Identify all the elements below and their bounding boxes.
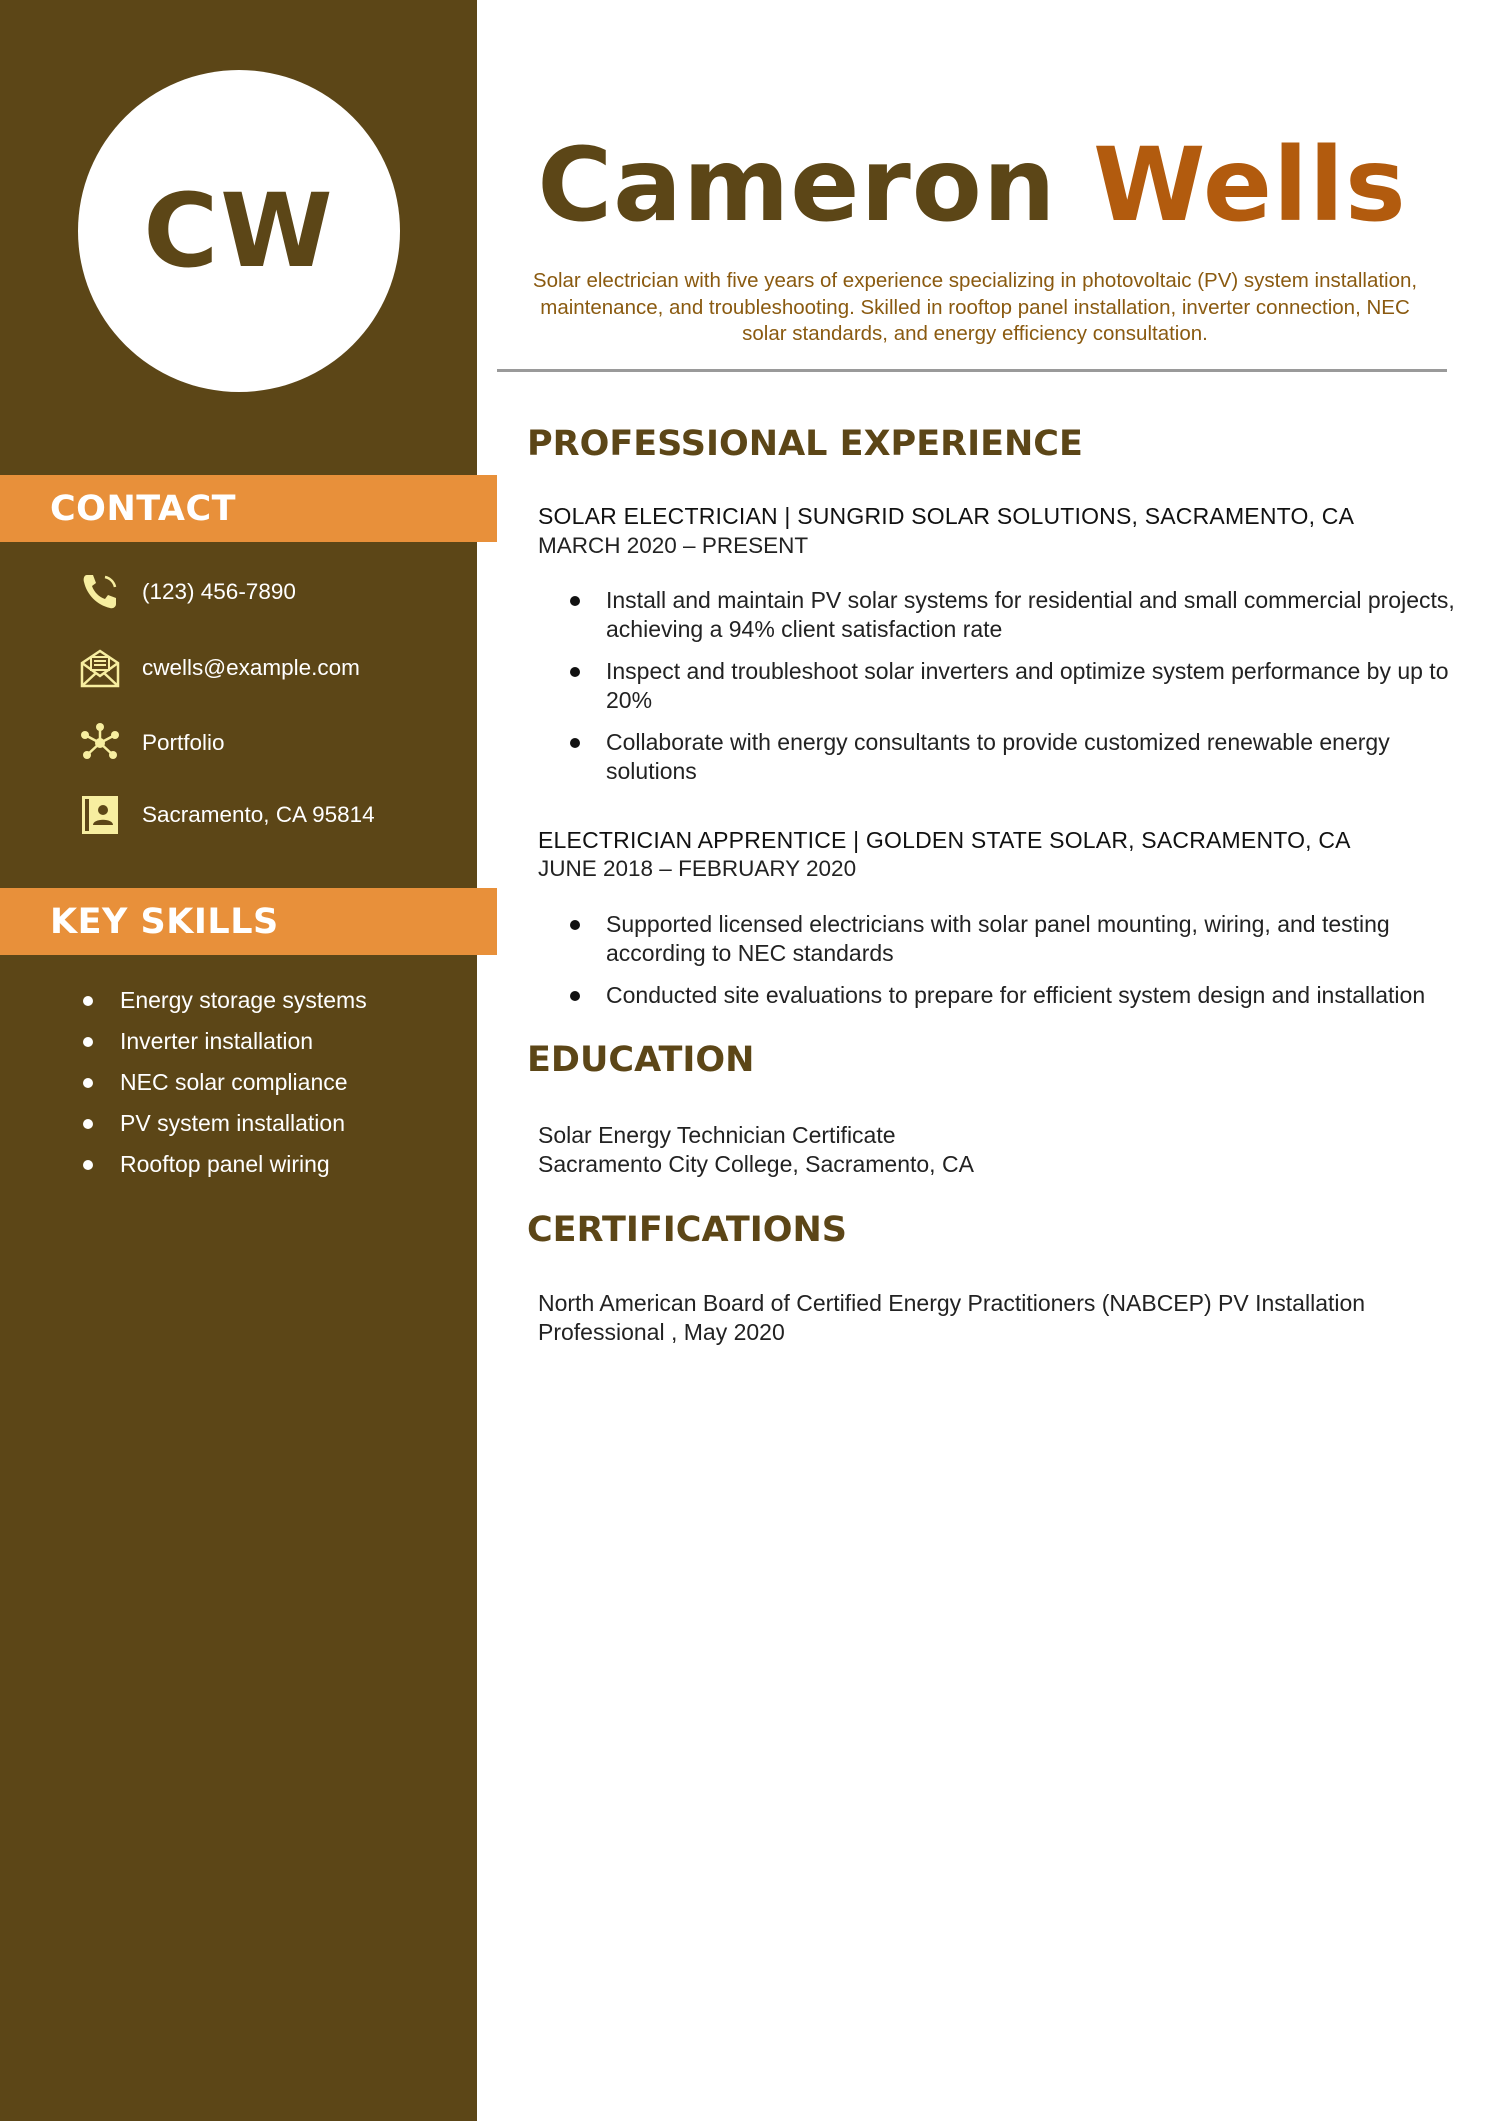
contact-heading-band [0,475,497,542]
contact-phone-label: (123) 456-7890 [142,579,296,604]
skills-heading: KEY SKILLS [50,901,279,942]
address-book-icon [78,793,122,837]
contact-location [78,791,458,839]
contact-heading: CONTACT [50,488,237,529]
certifications-heading: CERTIFICATIONS [527,1210,848,1250]
first-name: Cameron [537,126,1057,245]
skill-item: NEC solar compliance [80,1062,367,1103]
job-title: ELECTRICIAN APPRENTICE | GOLDEN STATE SOLAR, SACRAMENTO, CA [538,827,1351,853]
education-credential: Solar Energy Technician Certificate [538,1122,896,1148]
job-title: SOLAR ELECTRICIAN | SUNGRID SOLAR SOLUTIONS, SACRAMENTO, CA [538,503,1355,529]
last-name: Wells [1092,126,1407,245]
contact-email[interactable] [78,644,458,692]
job-bullets [570,586,1485,799]
job-dates: JUNE 2018 – FEBRUARY 2020 [538,856,857,881]
network-icon [78,721,122,765]
header-divider [497,369,1447,372]
summary: Solar electrician with five years of experience specializing in photovoltaic (PV) system installation, maintenance, and troubleshooting. Skilled in rooftop panel installation, inverter connection, NEC solar standards, and energy efficiency consultation. [532,269,1418,345]
job-bullet: Supported licensed electricians with solar panel mounting, wiring, and testing according to NEC standards [570,910,1485,968]
certification-text: North American Board of Certified Energy Practitioners (NABCEP) PV Installation Professional , May 2020 [538,1290,1366,1345]
job-bullet: Inspect and troubleshoot solar inverters and optimize system performance by up to 20% [570,657,1485,715]
skill-item: Energy storage systems [80,980,367,1021]
job-bullet: Collaborate with energy consultants to provide customized renewable energy solutions [570,728,1485,786]
phone-icon [78,570,122,614]
job-bullet: Conducted site evaluations to prepare for efficient system design and installation [570,981,1485,1010]
education-school: Sacramento City College, Sacramento, CA [538,1151,974,1177]
job-bullet: Install and maintain PV solar systems for residential and small commercial projects, achieving a 94% client satisfaction rate [570,586,1485,644]
skills-list [80,980,367,1185]
contact-portfolio-label: Portfolio [142,730,225,755]
skill-item: PV system installation [80,1103,367,1144]
experience-heading: PROFESSIONAL EXPERIENCE [527,424,1083,464]
job-bullets [570,910,1485,1023]
envelope-icon [78,646,122,690]
monogram-badge [78,70,400,392]
job-dates: MARCH 2020 – PRESENT [538,533,809,558]
contact-phone[interactable] [78,568,458,616]
contact-portfolio[interactable] [78,719,458,767]
contact-location-label: Sacramento, CA 95814 [142,802,375,827]
skill-item: Inverter installation [80,1021,367,1062]
candidate-name [497,126,1447,245]
skill-item: Rooftop panel wiring [80,1144,367,1185]
skills-heading-band [0,888,497,955]
monogram-text: CW [143,171,335,291]
contact-email-label: cwells@example.com [142,655,360,680]
education-heading: EDUCATION [527,1040,755,1080]
